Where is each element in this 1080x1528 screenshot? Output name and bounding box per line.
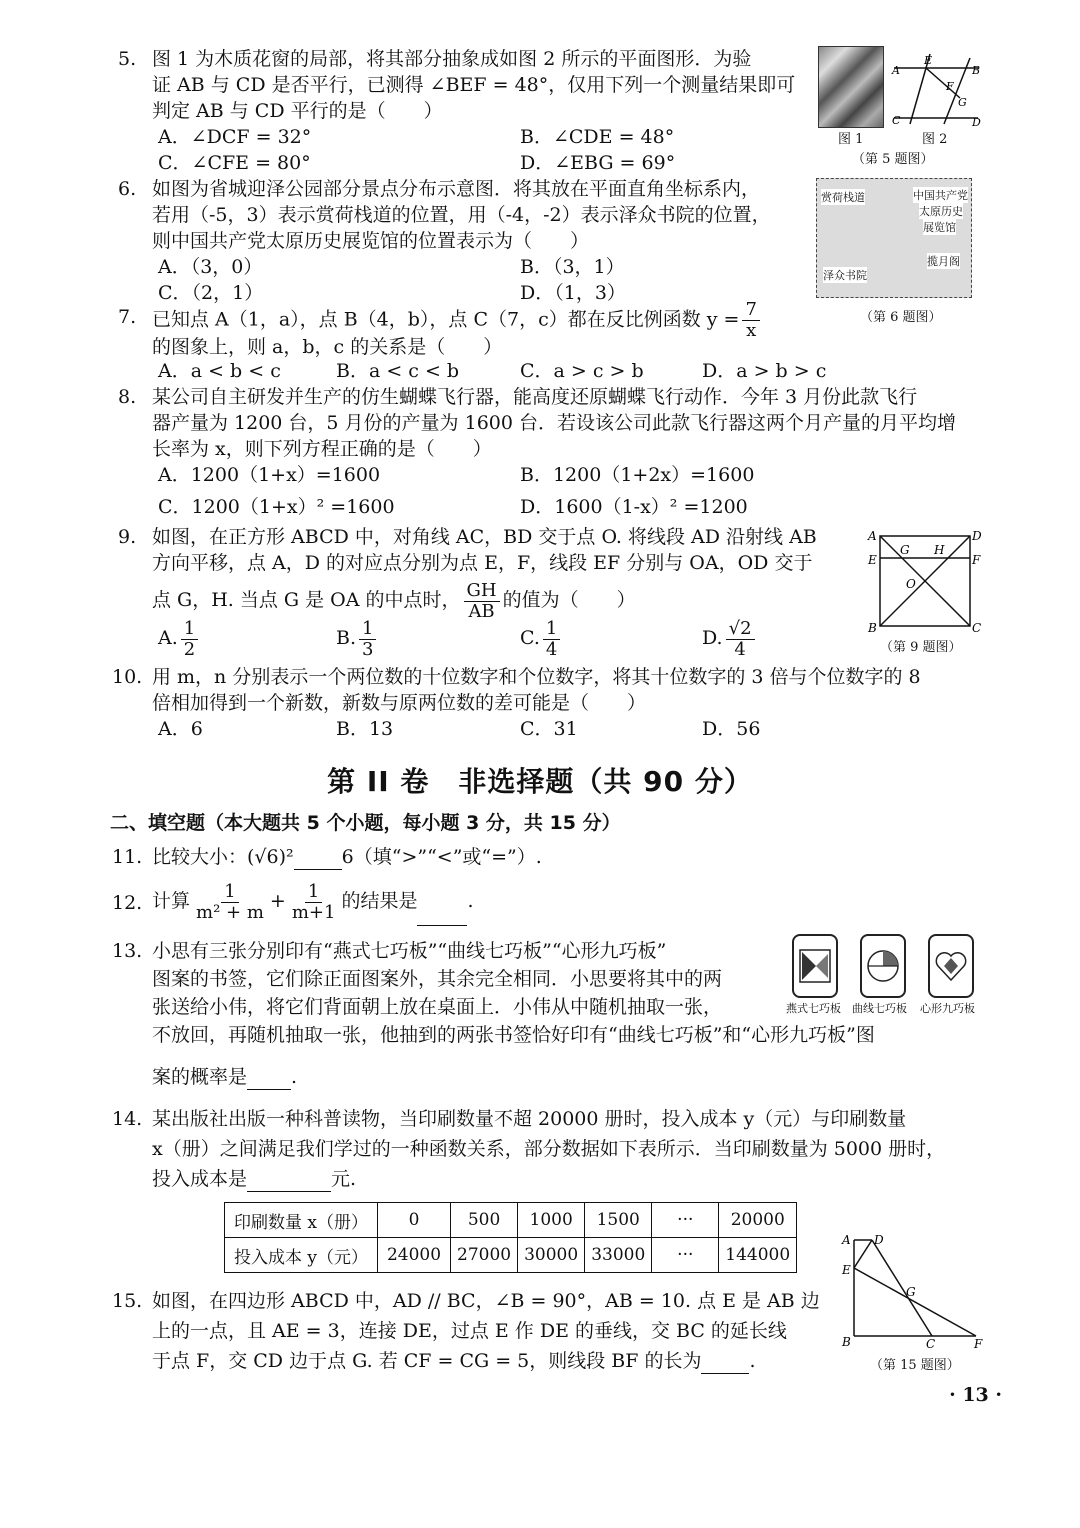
q8-option-a: A．1200（1+x）=1600 xyxy=(158,464,381,486)
q9-number: 9. xyxy=(118,526,137,548)
q14-line-3 xyxy=(152,1166,356,1192)
fill-in-heading: 二、填空题（本大题共 5 个小题，每小题 3 分，共 15 分） xyxy=(110,812,621,834)
q9-a-den: 2 xyxy=(183,638,196,660)
q6-number: 6. xyxy=(118,178,137,200)
q13-answer-blank[interactable] xyxy=(247,1069,291,1090)
q12-line xyxy=(152,876,474,926)
q8-number: 8. xyxy=(118,386,137,408)
q5-line-3: 判定 AB 与 CD 平行的是（ ） xyxy=(152,100,443,122)
q15-period: . xyxy=(749,1350,756,1372)
table-cell: 500 xyxy=(451,1203,518,1238)
q9-line-3-end: 的值为（ ） xyxy=(502,589,636,611)
q14-number: 14. xyxy=(112,1108,143,1130)
heart-puzzle-icon xyxy=(930,936,972,996)
q8-option-c: C．1200（1+x）² =1600 xyxy=(158,496,395,518)
q5-caption: （第 5 题图） xyxy=(852,152,934,167)
q5-pt-g: G xyxy=(958,96,967,109)
map-label-lanyue-pavilion: 揽月阁 xyxy=(927,255,960,268)
q7-option-b: B．a < c < b xyxy=(336,360,460,382)
q6-line-1: 如图为省城迎泽公园部分景点分布示意图．将其放在平面直角坐标系内， xyxy=(152,178,761,200)
q15-quadrilateral-figure xyxy=(836,1232,986,1352)
table-cell: 印刷数量 x（册） xyxy=(225,1203,378,1238)
q5-option-a: A．∠DCF = 32° xyxy=(158,126,312,148)
q9-d-den: 4 xyxy=(734,638,746,660)
table-cell: 1000 xyxy=(518,1203,585,1238)
table-row xyxy=(225,1203,797,1238)
table-cell: 30000 xyxy=(518,1238,585,1273)
q7-fraction xyxy=(742,300,759,341)
q9-line-3-text: 点 G，H. 当点 G 是 OA 的中点时， xyxy=(152,589,461,611)
q7-line-2: 的图象上，则 a，b，c 的关系是（ ） xyxy=(152,336,503,358)
q8-option-d: D．1600（1-x）² =1200 xyxy=(520,496,748,518)
q12-f2-num: 1 xyxy=(305,882,322,903)
q5-fig2-label: 图 2 xyxy=(922,132,948,147)
q13-line-5-text: 案的概率是 xyxy=(152,1066,248,1088)
q6-option-c: C．（2，1） xyxy=(158,282,264,304)
table-row xyxy=(225,1238,797,1273)
q12-fraction-2 xyxy=(289,882,339,923)
q12-text-start: 计算 xyxy=(152,890,191,912)
q5-line-1: 图 1 为木质花窗的局部，将其部分抽象成如图 2 所示的平面图形．为验 xyxy=(152,48,752,70)
q14-answer-blank[interactable] xyxy=(247,1171,331,1192)
table-cell: 24000 xyxy=(378,1238,451,1273)
q13-line-5 xyxy=(152,1064,297,1090)
q13-period: . xyxy=(291,1066,298,1088)
q8-line-3: 长率为 x，则下列方程正确的是（ ） xyxy=(152,438,492,460)
park-map xyxy=(816,178,972,298)
q9-pt-o: O xyxy=(906,577,916,591)
table-cell: 投入成本 y（元） xyxy=(225,1238,378,1273)
q9-pt-d: D xyxy=(972,529,982,543)
q5-figure-2 xyxy=(888,46,984,130)
q11-line xyxy=(152,844,542,870)
q6-option-d: D．（1，3） xyxy=(520,282,626,304)
q10-option-b: B．13 xyxy=(336,718,394,740)
swallow-tangram-icon xyxy=(794,936,836,996)
q9-d-num: √2 xyxy=(726,619,755,640)
q10-option-d: D．56 xyxy=(702,718,761,740)
q7-line-1-text: 已知点 A（1，a），点 B（4，b），点 C（7，c）都在反比例函数 y = xyxy=(152,308,740,331)
q9-caption: （第 9 题图） xyxy=(880,640,962,655)
q6-line-3: 则中国共产党太原历史展览馆的位置表示为（ ） xyxy=(152,230,590,252)
q5-pt-b: B xyxy=(972,64,981,77)
section-title: 第 II 卷 非选择题（共 90 分） xyxy=(327,765,753,798)
q15-pt-e: E xyxy=(842,1263,851,1277)
q9-option-c xyxy=(520,614,563,662)
q5-pt-c: C xyxy=(892,114,901,127)
q5-fig1-label: 图 1 xyxy=(838,132,864,147)
q10-line-1: 用 m，n 分别表示一个两位数的十位数字和个位数字，将其十位数字的 3 倍与个位数字的 8 xyxy=(152,666,921,688)
card-label-heart: 心形九巧板 xyxy=(920,1002,975,1015)
q11-answer-blank[interactable] xyxy=(294,849,342,870)
q8-option-b: B．1200（1+2x）=1600 xyxy=(520,464,755,486)
q9-option-c-letter: C. xyxy=(520,627,540,649)
q7-frac-den: x xyxy=(746,320,757,341)
table-cell: 144000 xyxy=(719,1238,797,1273)
q9-c-den: 4 xyxy=(545,638,558,660)
q7-option-c: C．a > c > b xyxy=(520,360,644,382)
q15-pt-b: B xyxy=(842,1335,851,1349)
table-cell: 20000 xyxy=(719,1203,797,1238)
map-label-zezhong-academy: 泽众书院 xyxy=(823,269,867,282)
q15-pt-g: G xyxy=(906,1285,916,1299)
q15-caption: （第 15 题图） xyxy=(870,1358,960,1373)
q8-line-2: 器产量为 1200 台，5 月份的产量为 1600 台．若设该公司此款飞行器这两个月产量的月平均增 xyxy=(152,412,956,434)
q12-f1-den: m² + m xyxy=(196,901,264,923)
q11-expression: 比较大小：(√6)² xyxy=(152,846,294,868)
table-cell: 33000 xyxy=(585,1238,652,1273)
map-label-lotus-boardwalk: 赏荷栈道 xyxy=(821,191,865,204)
q15-line-3-text: 于点 F，交 CD 边于点 G. 若 CF = CG = 5，则线段 BF 的长为 xyxy=(152,1350,702,1372)
q9-option-c-frac xyxy=(543,619,560,660)
map-label-cpc-line-1: 中国共产党 xyxy=(913,189,968,202)
curve-tangram-icon xyxy=(862,936,904,996)
q9-pt-e: E xyxy=(868,553,877,567)
q12-number: 12. xyxy=(112,892,143,914)
q9-option-b-frac xyxy=(359,619,376,660)
q15-line-1: 如图，在四边形 ABCD 中，AD // BC，∠B = 90°，AB = 10. 点 E 是 AB 边 xyxy=(152,1290,820,1312)
q10-line-2: 倍相加得到一个新数，新数与原两位数的差可能是（ ） xyxy=(152,692,647,714)
q14-line-1: 某出版社出版一种科普读物，当印刷数量不超 20000 册时，投入成本 y（元）与印刷数量 xyxy=(152,1108,907,1130)
table-cell: 1500 xyxy=(585,1203,652,1238)
q12-f1-num: 1 xyxy=(221,882,238,903)
q7-option-a: A．a < b < c xyxy=(158,360,281,382)
q9-fraction xyxy=(464,581,500,622)
q12-fraction-1 xyxy=(193,882,267,923)
q9-b-num: 1 xyxy=(359,619,376,640)
q9-pt-f: F xyxy=(972,553,981,567)
q5-pt-d: D xyxy=(972,116,981,129)
wooden-window-photo xyxy=(818,46,884,128)
q7-line-1 xyxy=(152,299,763,341)
q10-option-a: A．6 xyxy=(158,718,203,740)
q14-unit: 元. xyxy=(331,1168,357,1190)
q9-option-a xyxy=(158,614,201,662)
table-cell: ··· xyxy=(652,1203,719,1238)
q7-number: 7. xyxy=(118,306,137,328)
q13-line-4: 不放回，再随机抽取一张，他抽到的两张书签恰好印有“曲线七巧板”和“心形九巧板”图 xyxy=(152,1024,875,1046)
bookmark-card-curve xyxy=(860,934,906,998)
q11-instruction: 6（填“>”“<”或“=”）. xyxy=(341,846,542,868)
q9-option-d-letter: D. xyxy=(702,627,723,649)
q10-option-c: C．31 xyxy=(520,718,578,740)
q14-line-2: x（册）之间满足我们学过的一种函数关系，部分数据如下表所示．当印刷数量为 5000 册时， xyxy=(152,1138,946,1160)
q9-option-b xyxy=(336,614,379,662)
q7-option-d: D．a > b > c xyxy=(702,360,827,382)
q13-line-3: 张送给小伟，将它们背面朝上放在桌面上．小伟从中随机抽取一张， xyxy=(152,996,723,1018)
q13-number: 13. xyxy=(112,940,143,962)
map-label-cpc-line-2: 太原历史 xyxy=(919,205,963,218)
q5-pt-a: A xyxy=(892,64,900,77)
table-cell: ··· xyxy=(652,1238,719,1273)
q9-frac-den: AB xyxy=(468,600,495,622)
q12-f2-den: m+1 xyxy=(291,901,336,923)
q12-answer-blank[interactable] xyxy=(417,905,467,926)
q15-pt-f: F xyxy=(974,1337,983,1351)
q15-answer-blank[interactable] xyxy=(701,1353,749,1374)
bookmark-card-swallow xyxy=(792,934,838,998)
q14-data-table xyxy=(224,1202,797,1273)
q9-pt-a: A xyxy=(868,529,877,543)
q6-option-a: A．（3，0） xyxy=(158,256,263,278)
q12-text-end: 的结果是 xyxy=(341,890,418,912)
q7-frac-num: 7 xyxy=(742,300,759,321)
q9-a-num: 1 xyxy=(181,619,198,640)
q15-line-2: 上的一点，且 AE = 3，连接 DE，过点 E 作 DE 的垂线，交 BC 的延长线 xyxy=(152,1320,787,1342)
card-label-swallow: 燕式七巧板 xyxy=(786,1002,841,1015)
q5-option-d: D．∠EBG = 69° xyxy=(520,152,676,174)
q9-option-d-frac xyxy=(726,619,755,660)
q9-pt-b: B xyxy=(868,621,877,635)
q9-pt-c: C xyxy=(972,621,982,635)
q5-option-b: B．∠CDE = 48° xyxy=(520,126,675,148)
q9-square-figure xyxy=(864,526,984,638)
q9-option-b-letter: B. xyxy=(336,627,357,649)
q9-pt-g: G xyxy=(900,543,910,557)
bookmark-card-heart xyxy=(928,934,974,998)
q14-line-3-text: 投入成本是 xyxy=(152,1168,248,1190)
q9-b-den: 3 xyxy=(362,638,374,660)
q6-option-b: B．（3，1） xyxy=(520,256,625,278)
q6-line-2: 若用（-5，3）表示赏荷栈道的位置，用（-4，-2）表示泽众书院的位置， xyxy=(152,204,771,226)
q5-pt-f: F xyxy=(946,80,954,93)
q9-pt-h: H xyxy=(934,543,945,557)
q15-number: 15. xyxy=(112,1290,143,1312)
q12-period: . xyxy=(467,890,474,912)
q13-line-1: 小思有三张分别印有“燕式七巧板”“曲线七巧板”“心形九巧板” xyxy=(152,940,667,962)
q15-pt-c: C xyxy=(926,1337,936,1351)
q9-line-1: 如图，在正方形 ABCD 中，对角线 AC，BD 交于点 O. 将线段 AD 沿射线 AB xyxy=(152,526,817,548)
page-number: · 13 · xyxy=(949,1384,1002,1406)
q9-option-a-frac xyxy=(181,619,198,660)
q9-option-d xyxy=(702,614,758,662)
q6-caption: （第 6 题图） xyxy=(860,310,942,325)
q12-plus: + xyxy=(269,890,286,912)
q5-line-2: 证 AB 与 CD 是否平行，已测得 ∠BEF = 48°，仅用下列一个测量结果即可 xyxy=(152,74,796,96)
q10-number: 10. xyxy=(112,666,143,688)
table-cell: 0 xyxy=(378,1203,451,1238)
q15-pt-a: A xyxy=(842,1233,851,1247)
q8-line-1: 某公司自主研发并生产的仿生蝴蝶飞行器，能高度还原蝴蝶飞行动作．今年 3 月份此款飞行 xyxy=(152,386,918,408)
q9-line-2: 方向平移，点 A，D 的对应点分别为点 E，F，线段 EF 分别与 OA，OD 交于 xyxy=(152,552,813,574)
q15-pt-d: D xyxy=(874,1233,884,1247)
q11-number: 11. xyxy=(112,846,143,868)
q9-c-num: 1 xyxy=(543,619,560,640)
table-cell: 27000 xyxy=(451,1238,518,1273)
q5-option-c: C．∠CFE = 80° xyxy=(158,152,311,174)
q5-pt-e: E xyxy=(924,54,933,67)
card-label-curve: 曲线七巧板 xyxy=(852,1002,907,1015)
q15-line-3 xyxy=(152,1348,756,1374)
q5-number: 5. xyxy=(118,48,137,70)
q9-option-a-letter: A. xyxy=(158,627,178,649)
map-label-cpc-line-3: 展览馆 xyxy=(923,221,956,234)
q9-frac-num: GH xyxy=(464,581,500,602)
q13-line-2: 图案的书签，它们除正面图案外，其余完全相同．小思要将其中的两 xyxy=(152,968,723,990)
